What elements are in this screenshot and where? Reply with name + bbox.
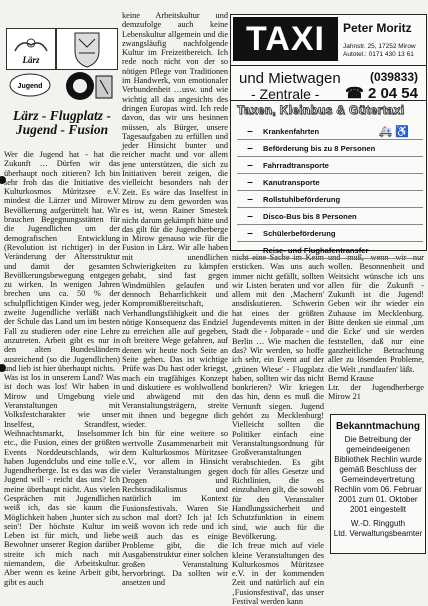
- taxi-service-item: [237, 225, 423, 242]
- taxi-subtitle: Taxen, Kleinbus & Gütertaxi: [237, 103, 405, 117]
- notice-signature-name: W.-D. Ringguth: [350, 519, 406, 528]
- article-paragraph: und muß, wenn wir nur wollen. Besonnenheit und Weitsicht wünsche ich uns allen für die Zukunft - Zukunft ist die Jugend! Geben wir ihr wieder ein Zuhause im Mecklenburg. Bitte denken sie einmal ‚um die Ecke' und sie werden feststellen, daß nur eine ganzheitliche Betrachtung aller zu lösenden Probleme, die Welt ‚rundlaufen' läßt.: [328, 253, 424, 374]
- taxi-service-label: Rollstuhlbeförderung: [263, 194, 341, 204]
- taxi-service-label: Reise- und Flughafentransfer: [263, 245, 369, 255]
- taxi-service-label: Fahrradtransporte: [263, 160, 329, 170]
- taxi-title: TAXI: [233, 17, 338, 61]
- taxi-address: Jahnstr. 25, 17252 Mirow: [343, 43, 416, 50]
- taxi-service-item: [237, 140, 423, 157]
- taxi-service-label: Disco-Bus bis 8 Personen: [263, 211, 357, 221]
- article-paragraph: Wer die Jugend hat - hat die Zukunft … Dürfen wir das überhaupt noch zitieren? Ich bin sehr froh das die Initiative des Kulturkosmos Müritzsee e.V. mindest die Lärzer und Mirower Bevölkerung aufgerüttelt hat. Wir brauchen Begegnungsstätten für die Jugendlichen um der demografischen Entwicklung (Revolution ist richtiger) in der Veränderung der Altersstruktur und damit der gesamten Bevölkerungsbewegung entgegen zu wirken. In wenigen Jahren brechen uns ca. 50 % der schulpflichtigen Kinder weg, jeder zweite Jugendliche verläßt nach der Schule das Land um im besten Fall zu studieren oder eine Lehre anzutreten. Arbeit gibt es nur in den alten Bundesländern ausreichend (so die Jugendlichen) und lieb ist hier überhaupt nichts.: [4, 150, 120, 373]
- taxi-service-label: Krankenfahrten: [263, 126, 320, 136]
- dash-icon: –: [247, 176, 253, 188]
- taxi-service-item: [237, 208, 423, 225]
- laerz-logo-graphic: [7, 29, 55, 69]
- author-name: Bernd Krause: [328, 373, 374, 383]
- jugend-logo-graphic: [6, 70, 54, 100]
- article-paragraph: Ich freue mich auf viele kleine Veranstaltungen des Kulturkosmos Müritzsee e.V. in der kommenden Zeit und natürlich auf ein ‚Fusionsfestival', das unser Festival werden kann: [232, 541, 324, 606]
- crest-logo: [56, 28, 118, 70]
- taxi-service-item: [237, 123, 423, 140]
- figure-icon: [60, 68, 116, 104]
- taxi-service-item: [237, 242, 423, 259]
- article-paragraph: nicht eine Sache im Keim ersticken. Was uns auch immer nicht gefällt, sollten wir Listen beraten und vor allem mit den ‚Machern' ansdiskutieren. Schwerin hat eines der größten Jugendevents mitten in der Stadt die - Jobparade - und Berlin … Wie machen die das? Wir werden, so hoffe ich sehr, ein Event auf der ‚grünen Wiese' - Flugplatz haben, sollten wir das nicht bonkrieren? Wir kriegen das hin, denn es muß die Vernunft siegen. Jugend gehört zu Mecklenburg! Vielleicht sollten die Politiker einfach eine Veranstaltungsordnung für Großveranstaltungen verabschieden. Es gibt doch für alles Gesetze und Richtlinien, die es einzuhalten gilt, die sowohl für den Veranstalter Handlungssicherheit und Schutzfunktion in einem sind, wie auch für die Bevölkerung.: [232, 253, 324, 541]
- laerz-logo: [6, 28, 56, 70]
- dash-icon: –: [247, 142, 253, 154]
- article-paragraph: keine Arbeitskultur und demzufolge auch keine Lebenskultur allgemein und die zwangsläufig nachfolgende Kultur im Freizeitbereich. Ich rede noch nicht von der so nötigen Pflege von Traditionen im Handwerk, von emotionaler Verbundenheit …usw. und wie wichtig all das angesichts des dringen Europas wird. Ich rede davon, das wir uns besinnen müssen, als Bürger, unsere Tagesaufgaben zu erfüllen und jeder Hinsicht bunter und reicher macht und vor allem jene unterstützen, die sich zu Initiativen bereit zeigen, die vielleicht besonders nah der Zeit. Es wäre das Inselfest in Mirow zu dem geworden was es ist, wenn Rainer Smestek nicht darum gekämpft hätte und das gilt für die Jugendherberge in Mirow genauso wie für die Fusion in Lärz. Wir alle haben mit unendlichen Schwierigkeiten zu kämpfen gehabt, sind fast gegen Windmühlen gelaufen und dennoch Beharrlichkeit und Kompromißbereitschaft, Verhandlungsfähigkeit und die nötige Konsequenz das Endziel zu erreichen alle auf gegeben, oft breitere Wege gefahren, auf denen wir heute noch Seite an Seite gehen. Das ist wichtige Prüfe was Du hast oder kriegst, mach ein tragfähiges Konzept und diskutiere es wohlwollend und abwägend mit den Veranstaltungsträgern, streite mit ihnen und begegne dich wieder.: [122, 11, 228, 430]
- taxi-service-label: Schülerbeförderung: [263, 228, 336, 238]
- article-paragraph: Ich bin für eine weitere so wertvolle Zusammenarbeit mit dem Kulturkosmos Müritzsee e.V., vor allem in Hinsicht vieler Veranstaltungen gegen Drogen und Rechtsradikalismus und natürlich im Kontext Fusionsfestivals. Waren Sie schon mal dort? Ich ja! Ich weiß wovon ich rede und ich weiß auch das es einige Probleme gibt, die die Ausgabenstruktur einer solchen großen Veranstaltung hervorbringt. Da sollten wir ansetzen und: [122, 429, 228, 588]
- author-role: Ltr. der Jugendherberge Mirow 21: [328, 383, 424, 402]
- ambulance-wheelchair-icon: 🚑 ♿: [378, 125, 409, 138]
- notice-title: Bekanntmachung: [336, 421, 420, 432]
- taxi-zone: - Zentrale -: [251, 86, 320, 102]
- bekanntmachung-notice: [330, 414, 426, 554]
- article-column-2: [122, 11, 228, 587]
- taxi-address-block: [343, 43, 416, 59]
- jugend-logo: [6, 70, 54, 100]
- taxi-services-label: und Mietwagen: [239, 70, 341, 87]
- taxi-service-item: [237, 191, 423, 208]
- shield-icon: [57, 29, 117, 69]
- dash-icon: –: [247, 159, 253, 171]
- dash-icon: –: [247, 125, 253, 137]
- article-headline: Lärz - Flugplatz - Jugend - Fusion: [13, 108, 111, 137]
- dash-icon: –: [247, 210, 253, 222]
- taxi-area-code: (039833): [369, 70, 418, 84]
- badge-logo: [60, 68, 116, 104]
- notice-body: Die Betreibung der gemeindeeigenen Bibliothek Rechlin wurde gemäß Beschluss der Gemeindevertretung Rechlin vom 06. Februar 2001 zum 01. Oktober 2001 eingestellt: [334, 435, 422, 514]
- dash-icon: –: [247, 193, 253, 205]
- jugend-logo-text: Jugend: [17, 83, 43, 90]
- taxi-owner: Peter Moritz: [343, 21, 412, 35]
- laerz-logo-text: Lärz: [22, 55, 40, 65]
- taxi-advertisement: [230, 14, 427, 256]
- dash-icon: –: [247, 244, 253, 256]
- notice-signature-role: Ltd. Verwaltungsbeamter: [333, 529, 423, 538]
- article-column-1: [4, 150, 120, 587]
- taxi-service-label: Beförderung bis zu 8 Personen: [263, 143, 376, 153]
- taxi-service-item: [237, 174, 423, 191]
- article-paragraph: Was ist los in unserem Land? Was ist doch was los! Wir haben in Mirow und Umgebung viele Veranstaltungen mit Volksfestcharakter wie unser Inselfest, Strandfest, Weihnachtsmarkt, Inselsommer etc., die Fusion, eines der größten Events Norddeutschlands, wir haben Jugendclubs und eine tolle Jugendherberge. Ist es das was die Jugend will - reicht das uns? Ich meine überhaupt nicht. Aus vielen Gesprächen mit Jugendlichen weiß ich, das sie kaum die Möglichkeit haben ‚hunter sich zu sein'! Der höchste Kultur im Leben ist für mich, und liebe Bewohner unserer Region darüber streite ich mich nach mit niemandem, die Arbeitskultur. Aber wenn es keine Arbeit gibt, gibt es auch: [4, 373, 120, 587]
- notice-signature: [331, 519, 425, 539]
- taxi-phone: ☎ 2 04 54: [345, 85, 418, 102]
- taxi-service-label: Kanutransporte: [263, 177, 320, 187]
- article-column-4: [328, 253, 424, 402]
- article-column-3: [232, 253, 324, 606]
- taxi-autotel: Autotel.: 0171 430 13 61: [343, 51, 414, 58]
- taxi-service-list: [237, 123, 423, 259]
- dash-icon: –: [247, 227, 253, 239]
- taxi-service-item: [237, 157, 423, 174]
- taxi-contact-bar: [231, 65, 426, 101]
